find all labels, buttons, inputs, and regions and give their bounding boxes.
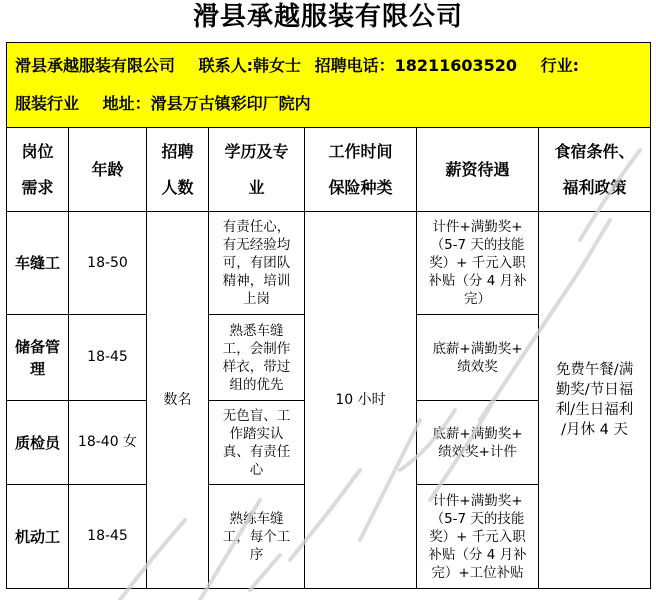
education-cell: 熟练车缝 工，每个工 序 xyxy=(209,485,305,589)
header-position: 岗位 需求 xyxy=(7,128,69,212)
industry-label: 行业: xyxy=(540,56,580,75)
position-cell: 机动工 xyxy=(7,485,69,589)
position-cell: 车缝工 xyxy=(7,212,69,315)
age-cell: 18-50 xyxy=(69,212,147,315)
education-cell: 无色盲、工 作踏实认 真、有责任 心 xyxy=(209,401,305,485)
header-age: 年龄 xyxy=(69,128,147,212)
count-cell: 数名 xyxy=(147,212,209,589)
contact-person: 联系人:韩女士 xyxy=(198,56,301,75)
header-count: 招聘 人数 xyxy=(147,128,209,212)
header-education: 学历及专 业 xyxy=(209,128,305,212)
company-info-row xyxy=(7,43,651,128)
age-cell: 18-45 xyxy=(69,315,147,401)
work-time-cell: 10 小时 xyxy=(305,212,417,589)
salary-cell: 底薪+满勤奖+ 绩效奖+计件 xyxy=(417,401,539,485)
salary-cell: 计件+满勤奖+ （5-7 天的技能 奖）+ 千元入职 补贴（分 4 月补 完） xyxy=(417,212,539,315)
header-work: 工作时间 保险种类 xyxy=(305,128,417,212)
industry-value: 服装行业 xyxy=(15,94,80,113)
salary-cell: 计件+满勤奖+ （5-7 天的技能 奖）+ 千元入职 补贴（分 4 月补 完）+工位补贴 xyxy=(417,485,539,589)
page-title: 滑县承越服装有限公司 xyxy=(192,2,463,32)
recruitment-table xyxy=(6,42,651,589)
company-address: 地址：滑县万古镇彩印厂院内 xyxy=(102,94,311,113)
education-cell: 熟悉车缝 工，会制作 样衣，带过 组的优先 xyxy=(209,315,305,401)
benefits-cell: 免费午餐/满 勤奖/节日福 利/生日福利 /月休 4 天 xyxy=(539,212,651,589)
table-row xyxy=(7,212,651,315)
position-cell: 储备管 理 xyxy=(7,315,69,401)
education-cell: 有责任心， 有无经验均 可，有团队 精神，培训 上岗 xyxy=(209,212,305,315)
header-row xyxy=(7,128,651,212)
age-cell: 18-40 女 xyxy=(69,401,147,485)
salary-cell: 底薪+满勤奖+ 绩效奖 xyxy=(417,315,539,401)
recruit-phone: 招聘电话：18211603520 xyxy=(314,56,518,75)
company-info xyxy=(7,43,651,128)
company-name: 滑县承越服装有限公司 xyxy=(15,56,176,75)
age-cell: 18-45 xyxy=(69,485,147,589)
position-cell: 质检员 xyxy=(7,401,69,485)
header-benefits: 食宿条件、 福利政策 xyxy=(539,128,651,212)
header-salary: 薪资待遇 xyxy=(417,128,539,212)
